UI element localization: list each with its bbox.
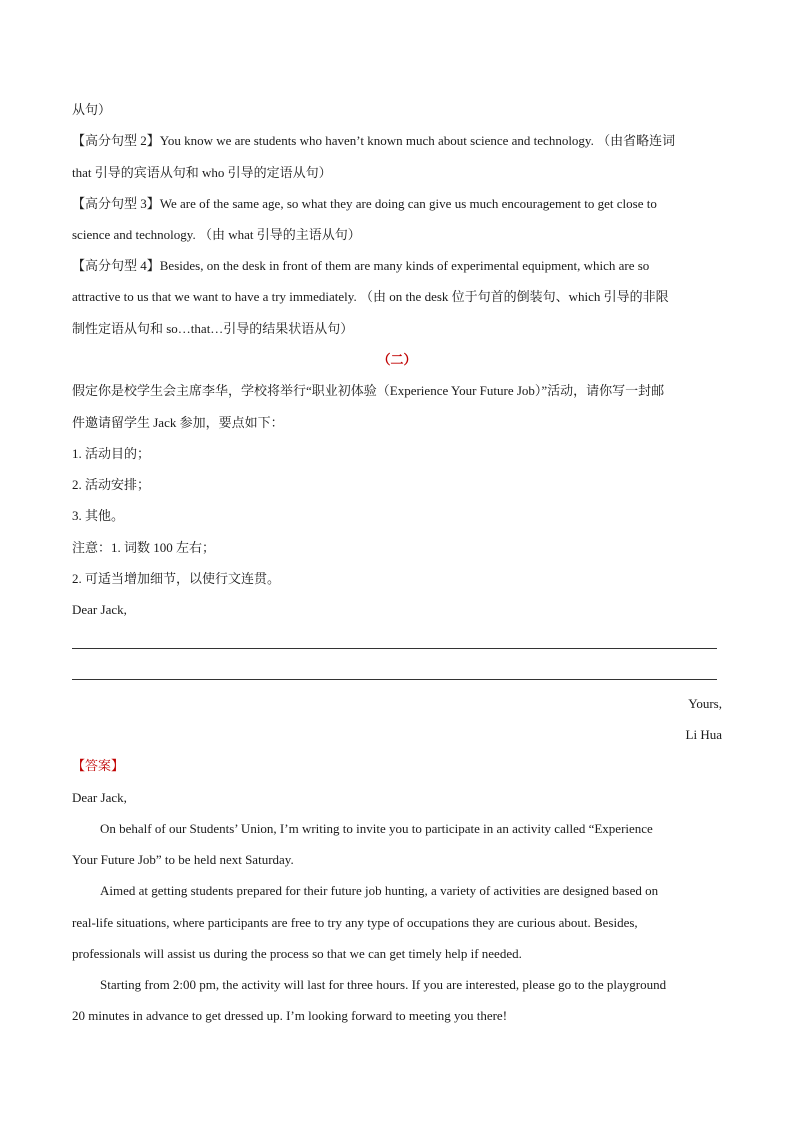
task-note-1: 注意：1. 词数 100 左右； xyxy=(72,540,216,555)
answer-paragraph-1: On behalf of our Students’ Union, I’m writing to invite you to participate in an activity called “Experience xyxy=(100,821,653,836)
answer-paragraph-3: Starting from 2:00 pm, the activity will last for three hours. If you are interested, please go to the playground xyxy=(100,977,667,992)
task-prompt-cont: 件邀请留学生 Jack 参加，要点如下： xyxy=(72,415,284,430)
sentence-pattern-4-cont: 制性定语从句和 so…that…引导的结果状语从句） xyxy=(72,321,354,336)
answer-paragraph-2-cont: professionals will assist us during the process so that we can get timely help if needed. xyxy=(72,946,522,961)
task-point-3: 3. 其他。 xyxy=(72,508,125,523)
answer-label: 【答案】 xyxy=(72,758,125,773)
text-line: 从句） xyxy=(72,102,112,117)
answer-paragraph-2-cont: real-life situations, where participants are free to try any type of occupations they are curious about. Besides, xyxy=(72,915,638,930)
sentence-pattern-2: 【高分句型 2】You know we are students who haven’t known much about science and technology. （由省略连词 xyxy=(72,133,676,148)
sentence-pattern-2-cont: that 引导的宾语从句和 who 引导的定语从句） xyxy=(72,165,332,180)
writing-line xyxy=(72,648,717,649)
sentence-pattern-3-cont: science and technology. （由 what 引导的主语从句） xyxy=(72,227,361,242)
sentence-pattern-4-cont: attractive to us that we want to have a try immediately. （由 on the desk 位于句首的倒装句、which 引导的非限 xyxy=(72,289,669,304)
answer-salutation: Dear Jack, xyxy=(72,790,127,805)
task-point-2: 2. 活动安排； xyxy=(72,477,151,492)
letter-salutation: Dear Jack, xyxy=(72,602,127,617)
letter-signature: Li Hua xyxy=(685,727,722,742)
answer-paragraph-2: Aimed at getting students prepared for their future job hunting, a variety of activities are designed based on xyxy=(100,883,659,898)
task-note-2: 2. 可适当增加细节，以使行文连贯。 xyxy=(72,571,281,586)
answer-paragraph-1-cont: Your Future Job” to be held next Saturday. xyxy=(72,852,294,867)
writing-line xyxy=(72,679,717,680)
sentence-pattern-4: 【高分句型 4】Besides, on the desk in front of them are many kinds of experimental equipment, which are so xyxy=(72,258,650,273)
letter-closing: Yours, xyxy=(688,696,722,711)
section-heading: （二） xyxy=(377,352,417,367)
sentence-pattern-3: 【高分句型 3】We are of the same age, so what they are doing can give us much encouragement to get close to xyxy=(72,196,657,211)
task-prompt: 假定你是校学生会主席李华，学校将举行“职业初体验（Experience Your Future Job）”活动，请你写一封邮 xyxy=(72,383,665,398)
task-point-1: 1. 活动目的； xyxy=(72,446,151,461)
answer-paragraph-3-cont: 20 minutes in advance to get dressed up. I’m looking forward to meeting you there! xyxy=(72,1008,508,1023)
